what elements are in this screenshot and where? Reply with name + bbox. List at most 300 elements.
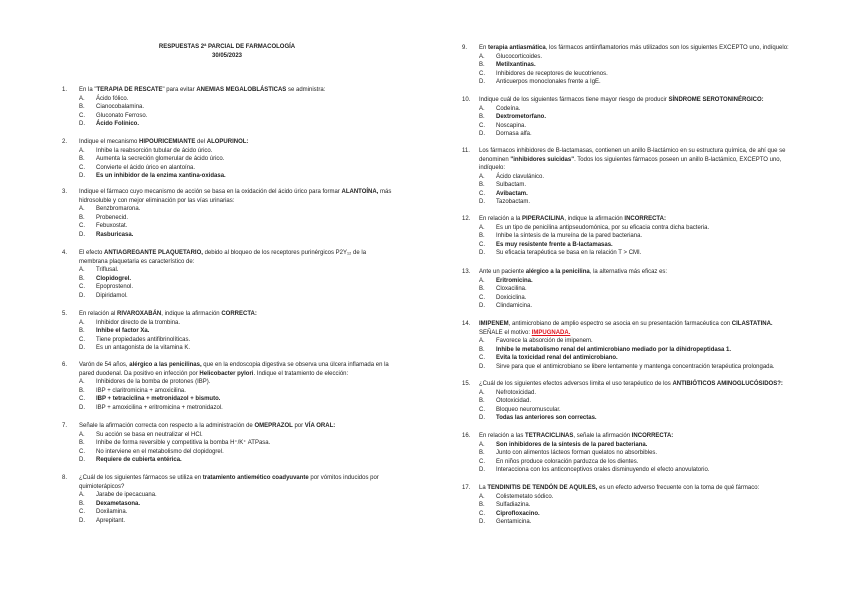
question-text: [479, 484, 792, 493]
question-text-fragment: , la alternativa más eficaz es:: [589, 269, 668, 275]
option-text: IBP + tetraciclina + metronidazol + bismuto.: [96, 396, 221, 402]
option-letter: D.: [79, 173, 85, 179]
option-letter: C.: [79, 284, 85, 290]
option-text: No interviene en el metabolismo del clopidogrel.: [96, 448, 224, 455]
option-text: Favorece la absorción de imipenem.: [496, 338, 593, 344]
question-14: [462, 320, 792, 371]
question-text: [79, 422, 392, 431]
question-10: [462, 96, 792, 139]
option-text: Avibactam.: [496, 190, 528, 197]
answer-option: [479, 70, 792, 79]
question-number: 6.: [62, 362, 68, 368]
question-text: [79, 188, 392, 205]
question-text-fragment: CORRECTA:: [221, 311, 257, 317]
question-text: [479, 268, 792, 277]
option-letter: B.: [479, 346, 485, 353]
answer-option: [479, 294, 792, 303]
option-letter: D.: [479, 250, 485, 256]
option-text: Ototoxicidad.: [496, 398, 532, 404]
question-text: [479, 320, 792, 337]
question-12: [462, 215, 792, 258]
option-text: Gentamicina.: [496, 519, 532, 525]
question-text: [79, 361, 392, 378]
option-text: Es un antagonista de la vitamina K.: [96, 345, 191, 351]
option-letter: B.: [479, 450, 485, 456]
answer-option: [79, 431, 392, 440]
answer-option: [79, 283, 392, 292]
question-number: 11.: [462, 148, 470, 154]
answer-option: [479, 501, 792, 510]
question-stem: [62, 474, 392, 491]
question-text-fragment: TENDINITIS DE TENDÓN DE AQUILES,: [487, 485, 598, 491]
question-9: [462, 44, 792, 87]
answer-option: [79, 508, 392, 517]
question-text-fragment: En: [479, 45, 489, 51]
answer-option: [479, 173, 792, 182]
option-letter: A.: [79, 379, 85, 385]
answer-option: [79, 214, 392, 223]
answer-option: [479, 363, 792, 372]
question-text-fragment: ANEMIAS MEGALOBLÁSTICAS: [196, 87, 287, 93]
answer-option: [479, 458, 792, 467]
question-text: [79, 310, 392, 319]
option-letter: D.: [79, 231, 85, 238]
question-stem: [62, 249, 392, 266]
correct-answer-option: [79, 120, 392, 129]
option-text: Ciprofloxacino.: [496, 510, 540, 517]
answer-option: [79, 112, 392, 121]
question-2: [62, 138, 392, 181]
question-text-fragment: VÍA ORAL:: [304, 423, 336, 429]
answer-option: [79, 491, 392, 500]
question-text-fragment: INCORRECTA:: [631, 433, 674, 439]
option-letter: D.: [79, 345, 85, 351]
option-text: Inhibidores de receptores de leucotrienos.: [496, 70, 608, 77]
option-letter: C.: [79, 336, 85, 343]
question-stem: [62, 86, 392, 95]
correct-answer-option: [479, 354, 792, 363]
option-text: Aprepitant.: [96, 517, 126, 524]
answer-option: [79, 222, 392, 231]
option-text: Clopidogrel.: [96, 275, 131, 282]
correct-answer-option: [79, 395, 392, 404]
option-text: Febuxostat.: [96, 223, 128, 229]
correct-answer-option: [479, 277, 792, 286]
option-letter: D.: [479, 363, 485, 370]
option-letter: D.: [479, 199, 485, 205]
option-letter: B.: [479, 62, 485, 68]
question-text-fragment: OMEPRAZOL: [254, 423, 293, 429]
question-text-fragment: ANTIAGREGANTE PLAQUETARIO,: [104, 250, 203, 256]
question-text-fragment: alérgico a la penicilina: [525, 269, 590, 275]
answer-option: [79, 448, 392, 457]
question-stem: [462, 44, 792, 53]
question-stem: [62, 361, 392, 378]
option-letter: B.: [79, 275, 85, 282]
option-letter: D.: [479, 415, 485, 421]
option-text: Interacciona con los anticonceptivos orales disminuyendo el efecto anovulatorio.: [496, 467, 710, 473]
answer-option: [479, 518, 792, 527]
correct-answer-option: [79, 456, 392, 465]
option-letter: A.: [79, 267, 85, 273]
question-text-fragment: HIPOURICEMIANTE: [139, 139, 196, 145]
option-letter: B.: [479, 114, 485, 120]
question-number: 13.: [462, 269, 471, 275]
question-text-fragment: debido al bloqueo de los receptores purinérgicos P2Y₁₂ de la membrana plaquetaria es característico de:: [79, 250, 367, 265]
question-text-fragment: por vómitos inducidos por quimioterápicos?: [79, 475, 379, 490]
option-letter: D.: [79, 517, 85, 524]
question-text-fragment: Indique cuál de los siguientes fármacos tiene mayor riesgo de producir: [479, 97, 669, 103]
title-line-1: RESPUESTAS 2ª PARCIAL DE FARMACOLOGÍA: [158, 44, 296, 50]
question-text-fragment: tratamiento antiemético coadyuvante: [202, 475, 309, 481]
option-text: Tiene propiedades antifibrinolíticas.: [96, 336, 191, 343]
question-text-fragment: El efecto: [79, 250, 105, 256]
option-text: Su eficacia terapéutica se basa en la relación T > CMI.: [496, 250, 642, 256]
answer-option: [79, 404, 392, 413]
question-text-fragment: alérgico a las penicilinas,: [129, 362, 202, 368]
question-text: [79, 86, 392, 95]
option-text: Doxilamina.: [96, 509, 128, 515]
answer-option: [479, 493, 792, 502]
question-text-fragment: terapia antiasmática: [488, 45, 546, 51]
question-stem: [462, 484, 792, 493]
option-letter: A.: [79, 206, 85, 212]
question-number: 14.: [462, 321, 471, 327]
question-text-fragment: ALANTOÍNA,: [341, 189, 379, 195]
option-letter: D.: [79, 457, 85, 463]
option-letter: A.: [79, 431, 85, 438]
option-text: IBP + claritromicina + amoxicilina.: [96, 387, 186, 394]
answer-option: [79, 439, 392, 448]
option-text: Colistemetato sódico.: [496, 493, 554, 500]
question-number: 4.: [62, 250, 68, 256]
answer-option: [479, 397, 792, 406]
question-number: 16.: [462, 433, 471, 439]
option-letter: B.: [79, 387, 85, 394]
option-letter: C.: [479, 510, 485, 517]
option-text: Glucocorticoides.: [496, 53, 543, 60]
option-letter: D.: [479, 131, 485, 137]
answer-option: [79, 344, 392, 353]
question-number: 7.: [62, 423, 68, 429]
question-text-fragment: RIVAROXABÁN: [117, 311, 162, 317]
correct-answer-option: [79, 231, 392, 240]
question-text-fragment: ALOPURINOL:: [206, 139, 249, 145]
option-letter: D.: [479, 519, 485, 525]
question-text-fragment: del: [195, 139, 207, 145]
option-text: Sirve para que el antimicrobiano se libere lentamente y mantenga concentración terapéutica prolongada.: [496, 363, 775, 370]
question-text-fragment: Indique el mecanismo: [79, 139, 140, 145]
option-letter: B.: [479, 502, 485, 508]
option-text: Probenecid.: [96, 214, 129, 221]
question-text-fragment: , antimicrobiano de amplio espectro se asocia en su presentación farmacéutica con: [508, 321, 732, 327]
correct-answer-option: [479, 61, 792, 70]
question-stem: [462, 432, 792, 441]
option-letter: D.: [479, 303, 485, 309]
impugnada-flag: IMPUGNADA.: [531, 329, 571, 336]
option-letter: A.: [479, 389, 485, 396]
option-text: Es un tipo de penicilina antipseudomónica, por su eficacia contra dicha bacteria.: [496, 224, 710, 231]
question-text: [79, 138, 392, 147]
correct-answer-option: [479, 190, 792, 199]
option-letter: C.: [479, 190, 485, 197]
option-letter: A.: [479, 105, 485, 112]
option-letter: A.: [479, 53, 485, 60]
answer-option: [79, 164, 392, 173]
question-text-fragment: por: [292, 423, 305, 429]
question-text: [479, 432, 792, 441]
question-text: [479, 147, 792, 173]
answer-option: [79, 336, 392, 345]
question-text-fragment: ¿Cuál de los siguientes efectos adversos limita el uso terapéutico de los: [479, 381, 673, 387]
question-text-fragment: La: [479, 485, 488, 491]
question-number: 1.: [62, 87, 68, 93]
option-text: Metilxantinas.: [496, 62, 536, 68]
question-stem: [62, 188, 392, 205]
option-letter: D.: [479, 79, 485, 85]
question-stem: [62, 422, 392, 431]
answer-option: [79, 387, 392, 396]
correct-answer-option: [479, 510, 792, 519]
answer-option: [479, 337, 792, 346]
question-stem: [62, 138, 392, 147]
question-7: [62, 422, 392, 465]
option-letter: B.: [79, 328, 85, 334]
question-text: [479, 380, 792, 389]
option-letter: B.: [79, 214, 85, 221]
option-letter: C.: [79, 112, 85, 119]
option-text: Eritromicina.: [496, 277, 533, 284]
answer-option: [79, 95, 392, 104]
question-text-fragment: es un efecto adverso frecuente con la toma de qué fármaco:: [597, 485, 760, 491]
question-number: 5.: [62, 311, 68, 317]
option-text: Codeína.: [496, 105, 521, 112]
option-text: Ácido fólico.: [96, 95, 129, 102]
correct-answer-option: [79, 275, 392, 284]
answer-option: [79, 205, 392, 214]
question-text-fragment: SÍNDROME SEROTONINÉRGICO:: [668, 97, 764, 103]
answer-option: [479, 406, 792, 415]
correct-answer-option: [79, 172, 392, 181]
option-letter: C.: [479, 355, 485, 361]
question-13: [462, 268, 792, 311]
answer-option: [479, 122, 792, 131]
question-stem: [62, 310, 392, 319]
question-number: 10.: [462, 97, 471, 103]
title-date: 30/05/2023: [211, 52, 243, 59]
answer-option: [479, 198, 792, 207]
question-text-fragment: , señale la afirmación: [573, 433, 632, 439]
option-letter: B.: [479, 182, 485, 188]
question-text-fragment: . Indique el tratamiento de elección:: [253, 370, 349, 377]
option-text: Cianocobalamina.: [96, 104, 145, 110]
option-letter: D.: [79, 404, 85, 411]
question-11: [462, 147, 792, 207]
option-text: Junto con alimentos lácteos forman quelatos no absorbibles.: [496, 450, 658, 456]
option-letter: A.: [479, 441, 485, 448]
correct-answer-option: [479, 414, 792, 423]
option-text: Sulbactam.: [496, 182, 527, 188]
question-text-fragment: En relación al: [79, 311, 118, 317]
option-letter: C.: [479, 70, 485, 77]
option-text: Aumenta la secreción glomerular de ácido úrico.: [96, 156, 225, 162]
option-letter: A.: [479, 277, 485, 284]
question-text-fragment: En relación a las: [479, 433, 526, 439]
option-letter: B.: [479, 398, 485, 404]
answer-option: [479, 232, 792, 241]
answer-option: [479, 105, 792, 114]
question-number: 17.: [462, 485, 471, 491]
question-text-fragment: Ante un paciente: [479, 269, 526, 275]
question-text-fragment: , los fármacos antiinflamatorios más utilizados son los siguientes EXCEPTO uno, indíquelo:: [545, 45, 789, 51]
question-text-fragment: Varón de 54 años,: [79, 362, 130, 368]
answer-option: [479, 449, 792, 458]
correct-answer-option: [479, 441, 792, 450]
option-text: Ácido Folínico.: [96, 121, 139, 127]
question-number: 8.: [62, 475, 68, 481]
question-text-fragment: Los fármacos inhibidores de B-lactamasas, contienen un anillo B-lactámico en su estructura química, de ahí que se denominen: [479, 148, 786, 163]
option-text: Dornasa alfa.: [496, 131, 532, 137]
option-text: Noscapina.: [496, 122, 527, 129]
question-stem: [462, 147, 792, 173]
question-text-fragment: que en la endoscopia digestiva se observa una úlcera inflamada en la pared duodenal. Da positivo en infección por: [79, 362, 389, 377]
question-text-fragment: " para evitar: [162, 87, 197, 93]
question-1: [62, 86, 392, 129]
question-text-fragment: se administra:: [286, 87, 326, 93]
answer-option: [79, 266, 392, 275]
option-letter: A.: [479, 338, 485, 344]
question-text-fragment: más hidrosoluble y con mejor eliminación por las vías urinarias:: [79, 189, 392, 204]
option-text: Requiere de cubierta entérica.: [96, 457, 182, 463]
answer-option: [79, 517, 392, 526]
option-text: Inhibidor directo de la trombina.: [96, 319, 181, 326]
option-text: Dexametasona.: [96, 500, 141, 507]
answer-option: [79, 147, 392, 156]
answer-option: [79, 292, 392, 301]
option-letter: D.: [79, 292, 85, 299]
option-letter: A.: [79, 319, 85, 326]
question-text-fragment: , indique la afirmación: [564, 216, 625, 222]
question-stem: [462, 268, 792, 277]
option-letter: B.: [79, 156, 85, 162]
option-letter: A.: [79, 147, 85, 154]
option-text: Rasburicasa.: [96, 231, 134, 238]
option-letter: C.: [479, 406, 485, 413]
option-text: Anticuerpos monoclonales frente a IgE.: [496, 79, 601, 85]
option-letter: D.: [479, 467, 485, 473]
option-letter: C.: [479, 294, 485, 301]
option-text: Es muy resistente frente a B-lactamasas.: [496, 241, 613, 248]
question-text-fragment: Helicobacter pylori: [199, 370, 254, 377]
option-text: IBP + amoxicilina + eritromicina + metronidazol.: [96, 404, 223, 411]
option-letter: C.: [79, 509, 85, 515]
question-stem: [462, 320, 792, 337]
question-text-fragment: IMIPENEM: [479, 321, 509, 327]
question-text: [479, 96, 792, 105]
option-text: Bloqueo neuromuscular.: [496, 406, 561, 413]
answer-option: [479, 466, 792, 475]
question-16: [462, 432, 792, 475]
option-letter: C.: [79, 448, 85, 455]
answer-option: [79, 319, 392, 328]
option-text: Su acción se basa en neutralizar el HCl.: [96, 431, 203, 438]
option-letter: B.: [79, 500, 85, 507]
question-text: [79, 474, 392, 491]
answer-option: [79, 103, 392, 112]
option-letter: C.: [79, 223, 85, 229]
option-text: Inhibe la reabsorción tubular de ácido úrico.: [96, 147, 213, 154]
document-title: [62, 43, 392, 60]
answer-option: [479, 53, 792, 62]
question-number: 9.: [462, 45, 468, 51]
question-3: [62, 188, 392, 239]
option-text: Nefrotoxicidad.: [496, 389, 537, 396]
option-letter: C.: [479, 241, 485, 248]
option-letter: A.: [479, 493, 485, 500]
question-text-fragment: Indique el fármaco cuyo mecanismo de acción se basa en la oxidación del ácido úrico para formar: [79, 189, 342, 195]
option-letter: B.: [79, 104, 85, 110]
answer-option: [479, 130, 792, 139]
question-text-fragment: ANTIBIÓTICOS AMINOGLUCÓSIDOS?:: [672, 381, 783, 387]
question-text-fragment: TERAPIA DE RESCATE: [96, 87, 163, 93]
answer-option: [79, 378, 392, 387]
option-text: Evita la toxicidad renal del antimicrobiano.: [496, 355, 618, 361]
question-5: [62, 310, 392, 353]
option-letter: B.: [79, 440, 85, 446]
question-text-fragment: PIPERACILINA: [522, 216, 565, 222]
question-number: 12.: [462, 216, 471, 222]
option-text: Ácido clavulánico.: [496, 173, 545, 180]
answer-option: [479, 181, 792, 190]
answer-option: [479, 78, 792, 87]
option-text: Jarabe de ipecacuana.: [96, 492, 157, 498]
answer-option: [479, 302, 792, 311]
question-text: [479, 44, 792, 53]
option-text: Todas las anteriores son correctas.: [496, 415, 597, 421]
question-8: [62, 474, 392, 525]
option-letter: A.: [79, 492, 85, 498]
answer-option: [479, 224, 792, 233]
question-text-fragment: CILASTATINA.: [731, 321, 773, 327]
option-text: Triflusal.: [96, 267, 119, 273]
option-text: Inhibe la síntesis de la mureína de la pared bacteriana.: [496, 233, 643, 239]
option-text: Inhibe le metabolismo renal del antimicrobiano mediado por la dihidropeptidasa 1.: [496, 346, 732, 353]
option-letter: B.: [479, 233, 485, 239]
option-letter: C.: [79, 164, 85, 171]
question-text-fragment: En relación a la: [479, 216, 523, 222]
question-text-fragment: Señale la afirmación correcta con respecto a la administración de: [79, 423, 255, 429]
question-17: [462, 484, 792, 527]
question-text-fragment: ¿Cuál de los siguientes fármacos se utiliza en: [79, 475, 203, 481]
option-text: Es un inhibidor de la enzima xantina-oxidasa.: [96, 173, 226, 179]
option-letter: A.: [479, 224, 485, 231]
option-text: Son inhibidores de la síntesis de la pared bacteriana.: [496, 441, 648, 448]
answer-option: [79, 155, 392, 164]
option-text: Tazobactam.: [496, 199, 531, 205]
question-text: [79, 249, 392, 266]
option-letter: A.: [79, 95, 85, 102]
option-text: En niños produce coloración parduzca de los dientes.: [496, 458, 639, 465]
question-text-fragment: TETRACICLINAS: [525, 433, 574, 439]
question-text-fragment: En la ": [79, 87, 97, 93]
option-text: Inhibe de forma reversible y competitiva la bomba H⁺/K⁺ ATPasa.: [96, 440, 271, 446]
option-text: Dextrometorfano.: [496, 114, 547, 120]
question-text-fragment: INCORRECTA:: [624, 216, 666, 222]
option-letter: A.: [479, 173, 485, 180]
question-4: [62, 249, 392, 300]
question-text-fragment: SEÑALE el motivo:: [479, 329, 532, 336]
option-text: Epoprostenol.: [96, 284, 134, 290]
